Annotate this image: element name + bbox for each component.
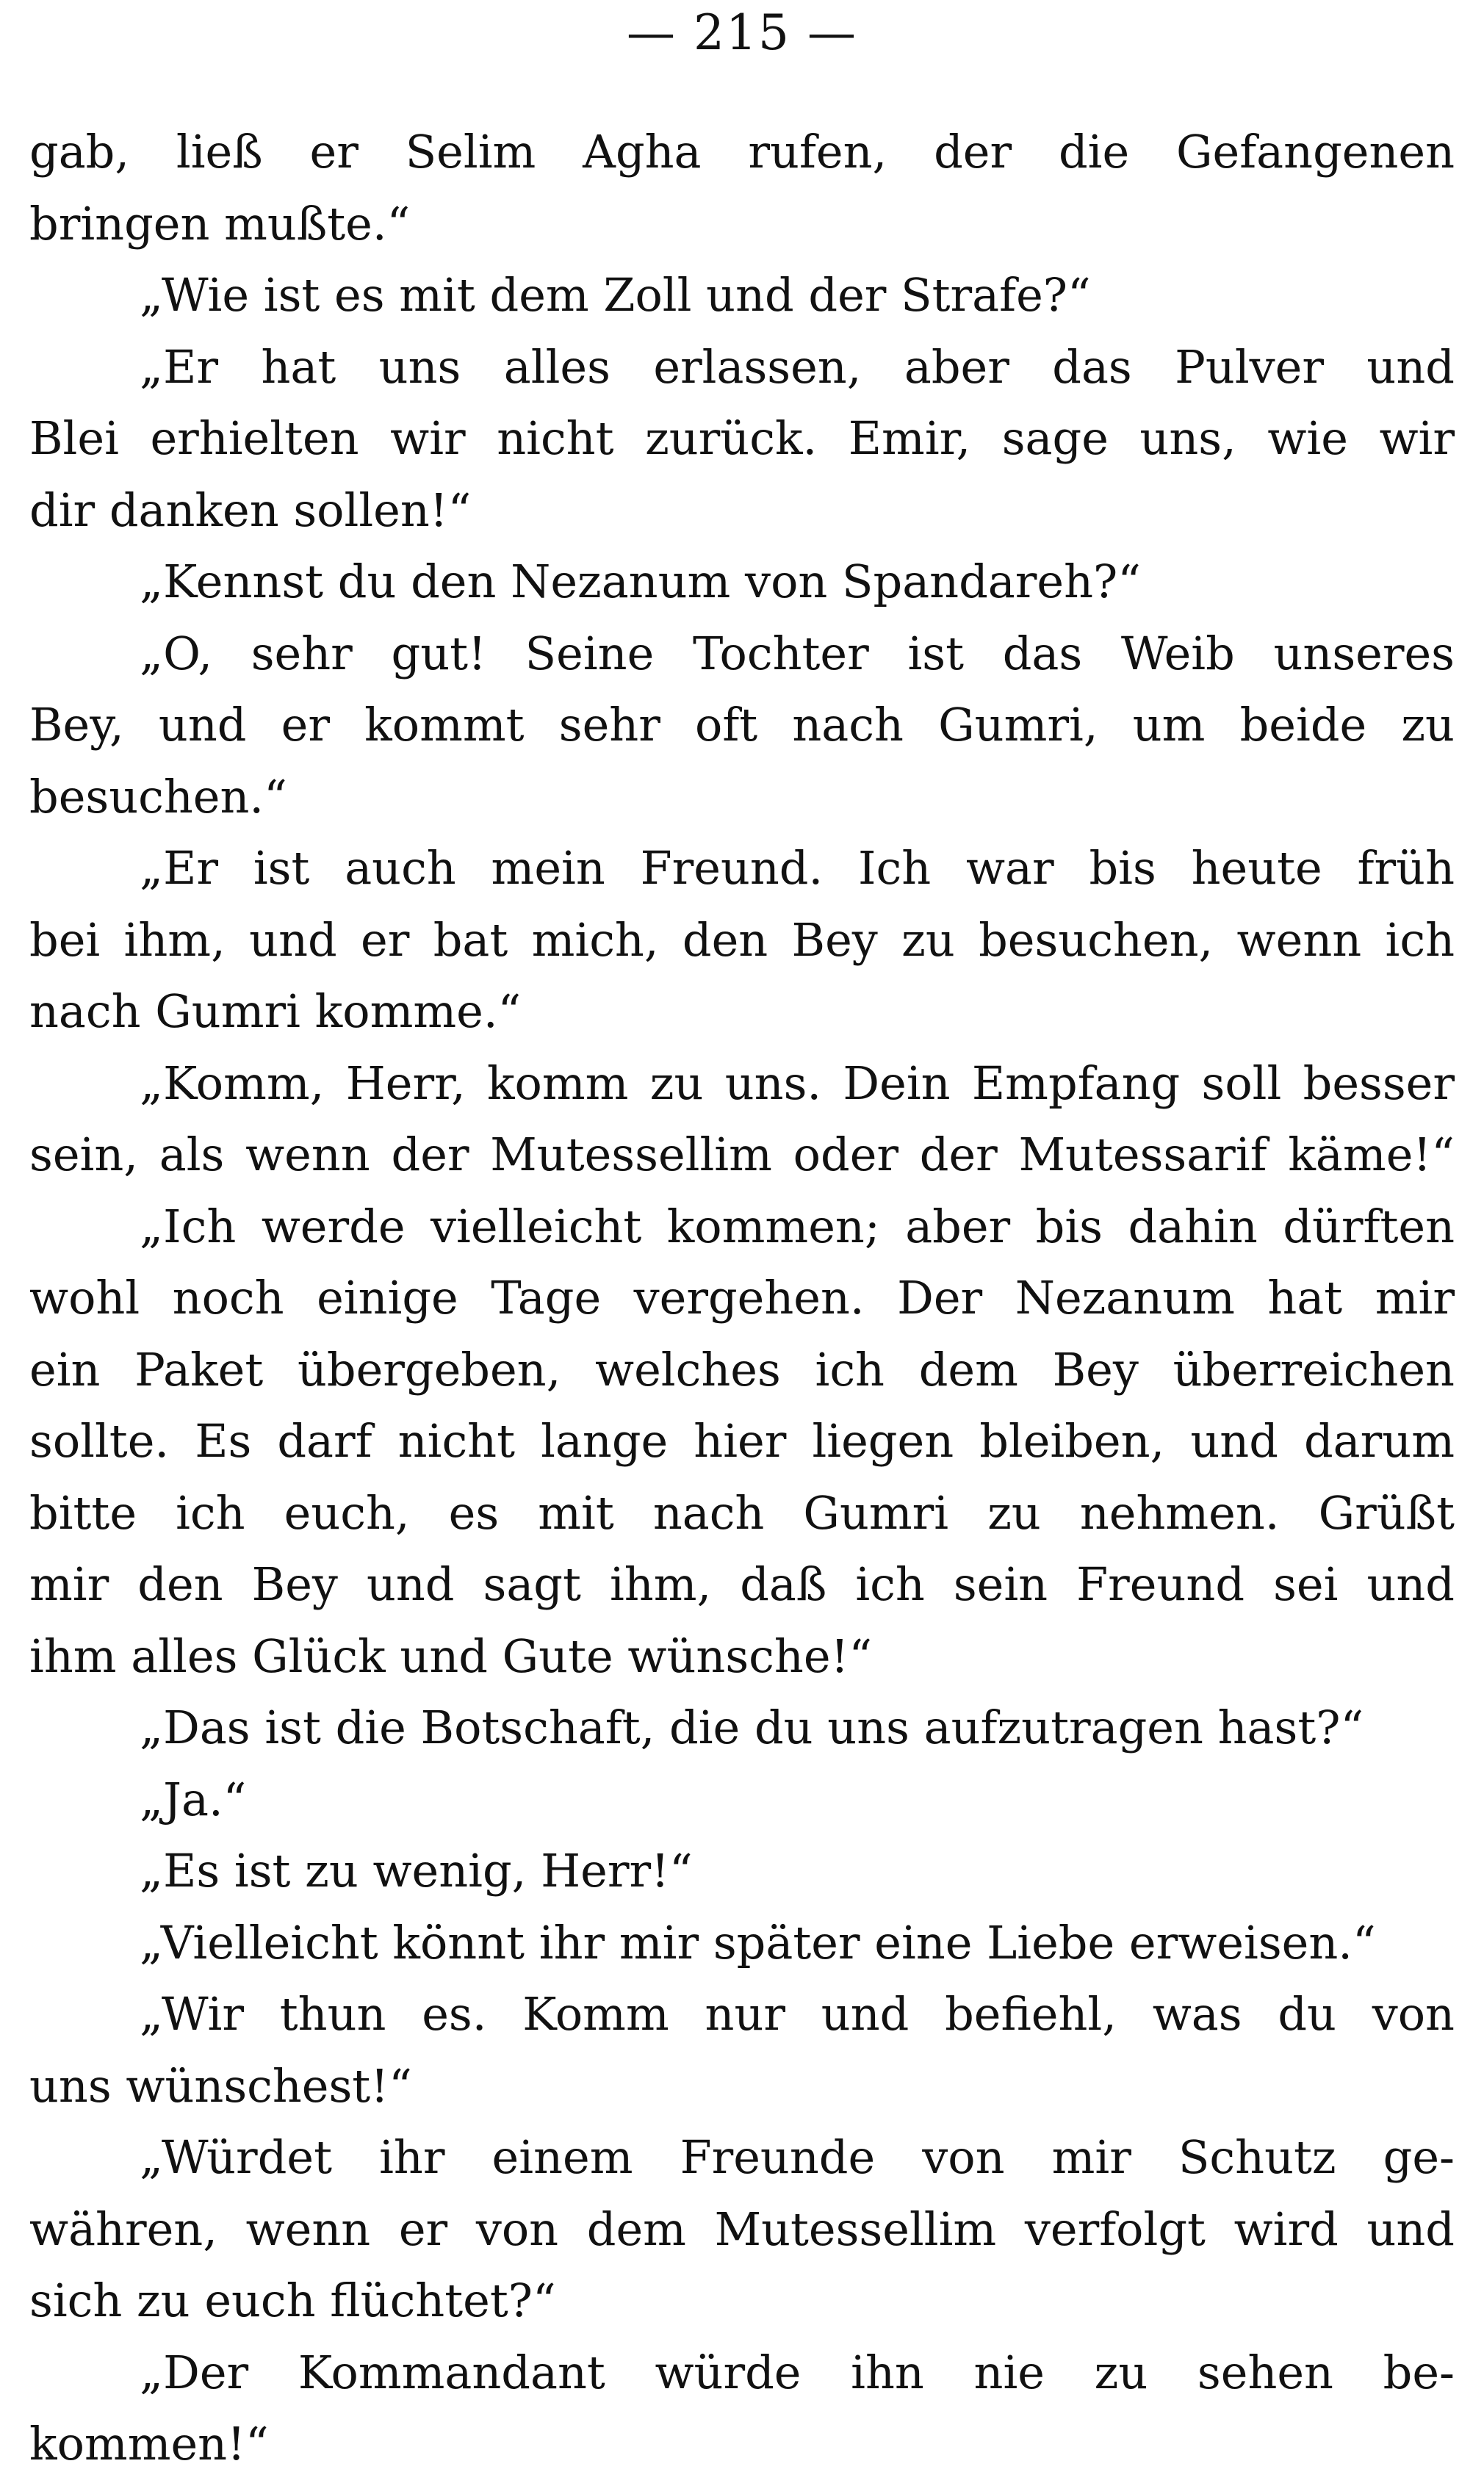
text-line: kommen!“ xyxy=(29,2417,269,2471)
text-line: besuchen.“ xyxy=(29,769,287,824)
text-line: „Wie ist es mit dem Zoll und der Strafe?“ xyxy=(140,268,1091,322)
text-line: sich zu euch flüchtet?“ xyxy=(29,2274,556,2327)
text-line: „Würdet ihr einem Freunde von mir Schutz ge- xyxy=(140,2130,1455,2184)
text-line: bringen mußte.“ xyxy=(29,196,411,251)
text-line: dir danken sollen!“ xyxy=(29,483,472,537)
text-line: mir den Bey und sagt ihm, daß ich sein Freund sei und xyxy=(29,1557,1455,1611)
text-line: „Wir thun es. Komm nur und befiehl, was du von xyxy=(140,1987,1455,2041)
text-line: bitte ich euch, es mit nach Gumri zu nehmen. Grüßt xyxy=(29,1485,1455,1540)
text-line: Blei erhielten wir nicht zurück. Emir, sage uns, wie wir xyxy=(29,411,1455,465)
text-line: „Der Kommandant würde ihn nie zu sehen be- xyxy=(140,2345,1455,2399)
text-line: gab, ließ er Selim Agha rufen, der die Gefangenen xyxy=(29,125,1455,179)
text-line: wohl noch einige Tage vergehen. Der Nezanum hat mir xyxy=(29,1271,1455,1325)
text-line: bei ihm, und er bat mich, den Bey zu besuchen, wenn ich xyxy=(29,912,1455,967)
text-line: sein, als wenn der Mutessellim oder der Mutessarif käme!“ xyxy=(29,1128,1455,1181)
text-line: sollte. Es darf nicht lange hier liegen bleiben, und darum xyxy=(29,1414,1455,1468)
text-line: ihm alles Glück und Gute wünsche!“ xyxy=(29,1629,873,1683)
text-line: „Das ist die Botschaft, die du uns aufzutragen hast?“ xyxy=(140,1701,1364,1754)
text-line: „Es ist zu wenig, Herr!“ xyxy=(140,1844,693,1898)
text-line: „Er ist auch mein Freund. Ich war bis heute früh xyxy=(140,841,1455,895)
text-line: „Vielleicht könnt ihr mir später eine Liebe erweisen.“ xyxy=(140,1915,1376,1970)
text-line: „Ich werde vielleicht kommen; aber bis dahin dürften xyxy=(140,1199,1455,1253)
text-line: nach Gumri komme.“ xyxy=(29,984,522,1038)
text-line: „Komm, Herr, komm zu uns. Dein Empfang soll besser xyxy=(140,1056,1455,1110)
body-text xyxy=(29,116,1455,2480)
page-number-header: — 215 — xyxy=(627,4,857,61)
text-line: Bey, und er kommt sehr oft nach Gumri, um beide zu xyxy=(29,698,1455,752)
text-line: uns wünschest!“ xyxy=(29,2058,412,2113)
text-line: „Ja.“ xyxy=(140,1772,247,1826)
text-line: „O, sehr gut! Seine Tochter ist das Weib unseres xyxy=(140,626,1455,680)
text-line: währen, wenn er von dem Mutessellim verfolgt wird und xyxy=(29,2202,1455,2256)
text-line: ein Paket übergeben, welches ich dem Bey überreichen xyxy=(29,1342,1455,1397)
text-line: „Kennst du den Nezanum von Spandareh?“ xyxy=(140,555,1141,608)
text-line: „Er hat uns alles erlassen, aber das Pulver und xyxy=(140,339,1455,394)
